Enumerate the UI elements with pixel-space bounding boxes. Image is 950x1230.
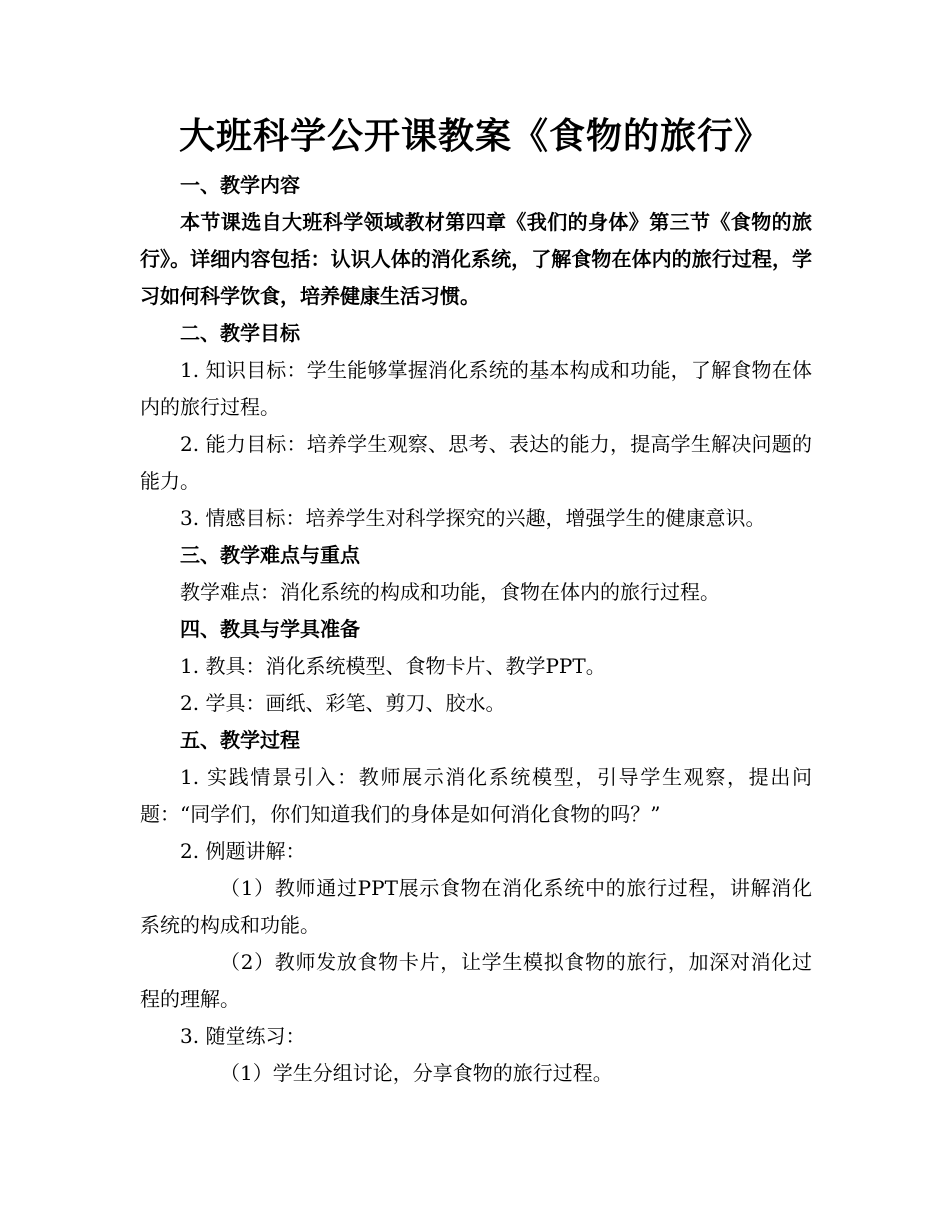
section-heading-difficulties: 三、教学难点与重点: [180, 543, 360, 567]
example-item-2: （2）教师发放食物卡片，让学生模拟食物的旅行，加深对消化过程的理解。: [140, 950, 812, 1011]
objective-knowledge: 1. 知识目标：学生能够掌握消化系统的基本构成和功能，了解食物在体内的旅行过程。: [140, 358, 812, 419]
section-heading-content: 一、教学内容: [180, 173, 300, 197]
practice-item-1: （1）学生分组讨论，分享食物的旅行过程。: [220, 1061, 613, 1085]
section-heading-materials: 四、教具与学具准备: [180, 617, 360, 641]
process-step-practice: 3. 随堂练习：: [180, 1024, 306, 1048]
document-body: [140, 167, 812, 1092]
section-heading-process: 五、教学过程: [180, 728, 300, 752]
section-heading-objectives: 二、教学目标: [180, 321, 300, 345]
teacher-materials: 1. 教具：消化系统模型、食物卡片、教学PPT。: [180, 654, 606, 678]
difficulty-paragraph: 教学难点：消化系统的构成和功能，食物在体内的旅行过程。: [180, 580, 720, 604]
process-step-introduction: 1. 实践情景引入：教师展示消化系统模型，引导学生观察，提出问题：“同学们，你们知道我们的身体是如何消化食物的吗？”: [140, 765, 812, 826]
document-title: 大班科学公开课教案《食物的旅行》: [178, 115, 771, 157]
content-paragraph: 本节课选自大班科学领域教材第四章《我们的身体》第三节《食物的旅行》。详细内容包括：认识人体的消化系统，了解食物在体内的旅行过程，学习如何科学饮食，培养健康生活习惯。: [140, 210, 812, 308]
process-step-examples: 2. 例题讲解：: [180, 839, 306, 863]
student-materials: 2. 学具：画纸、彩笔、剪刀、胶水。: [180, 691, 506, 715]
example-item-1: （1）教师通过PPT展示食物在消化系统中的旅行过程，讲解消化系统的构成和功能。: [140, 876, 812, 937]
objective-ability: 2. 能力目标：培养学生观察、思考、表达的能力，提高学生解决问题的能力。: [140, 432, 812, 493]
objective-emotion: 3. 情感目标：培养学生对科学探究的兴趣，增强学生的健康意识。: [180, 506, 766, 530]
